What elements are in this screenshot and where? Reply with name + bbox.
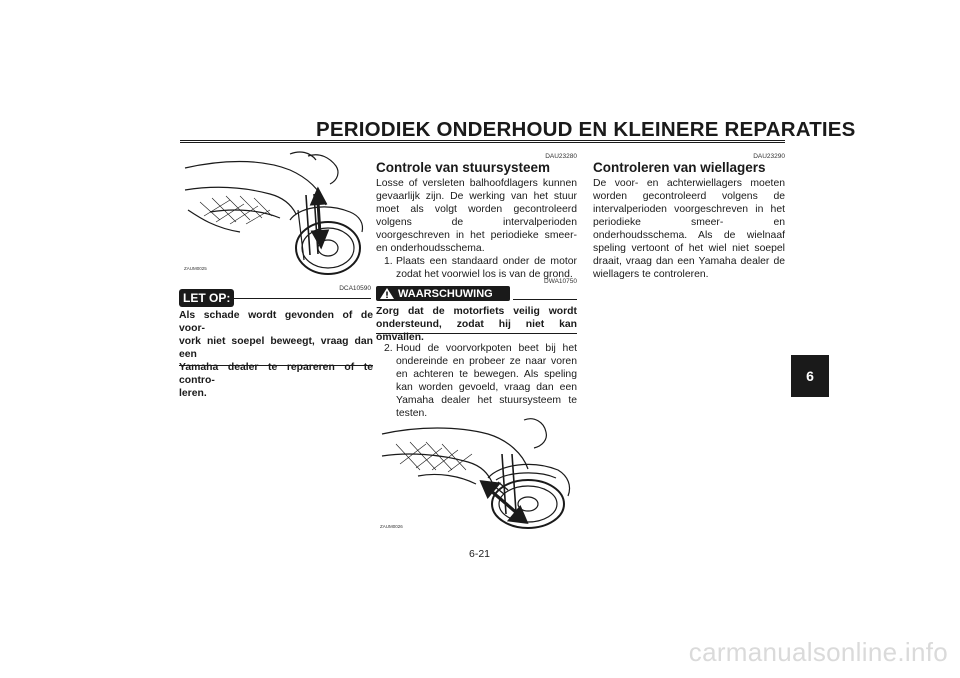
caution-line-3: Yamaha dealer te repareren of te contro- <box>179 362 373 386</box>
steering-intro-text: Losse of versleten balhoofdlagers kunnen gevaarlijk zijn. De werking van het stuur moet als volgt worden gecontroleerd volgens de intervalperioden voorgeschreven in het periodieke smeer- en onderhoudsschema. <box>376 178 577 254</box>
wheel-bearing-section-code: DAU23290 <box>753 153 785 160</box>
warning-triangle-icon <box>376 286 398 301</box>
caution-code: DCA10590 <box>339 285 371 292</box>
watermark-text: carmanualsonline.info <box>688 637 948 667</box>
warning-label: WAARSCHUWING <box>398 287 493 300</box>
steering-section-title: Controle van stuursysteem <box>376 160 551 175</box>
fork-rocking-illustration <box>378 414 578 532</box>
header-divider <box>180 140 785 143</box>
steering-section-code: DAU23280 <box>545 153 577 160</box>
caution-text <box>179 309 373 400</box>
figure-label-1: ZAUM0025 <box>184 266 207 271</box>
warning-text: Zorg dat de motorfiets veilig wordt ondersteund, zodat hij niet kan omvallen. <box>376 306 577 343</box>
wheel-bearing-text: De voor- en achterwiellagers moeten worden gecontroleerd volgens de intervalperioden voorgeschreven in het periodieke smeer- en onderhoudsschema. Als de wielnaaf speling vertoont of het wiel niet soepel draait, vraag dan een Yamaha dealer de wiellagers te controleren. <box>593 178 785 280</box>
wheel-bearing-section-title: Controleren van wiellagers <box>593 160 766 175</box>
chapter-tab-label: 6 <box>806 368 814 384</box>
caution-line-2: vork niet soepel beweegt, vraag dan een <box>179 336 373 360</box>
caution-label: LET OP: <box>179 289 234 307</box>
steering-step1-number: 1. <box>384 256 393 267</box>
chapter-tab <box>791 355 829 397</box>
caution-top-rule <box>234 298 371 299</box>
warning-bottom-rule <box>376 333 577 334</box>
caution-line-4: leren. <box>179 388 207 399</box>
caution-bottom-rule <box>179 365 373 366</box>
warning-top-rule <box>513 299 577 300</box>
steering-step1-text: Plaats een standaard onder de motor zodat het voorwiel los is van de grond. <box>396 256 577 280</box>
steering-step2-text: Houd de voorvorkpoten beet bij het ondereinde en probeer ze naar voren en achteren te bewegen. Als speling kan worden gevoeld, vraag dan een Yamaha dealer het stuursysteem te testen. <box>396 343 577 419</box>
page-number: 6-21 <box>469 548 491 560</box>
figure-label-2: ZAUM0026 <box>380 524 403 529</box>
caution-line-1: Als schade wordt gevonden of de voor- <box>179 310 373 334</box>
page-header-title: PERIODIEK ONDERHOUD EN KLEINERE REPARATIES <box>316 118 856 141</box>
front-fork-illustration <box>180 150 375 278</box>
warning-code: DWA10750 <box>544 278 577 285</box>
steering-step2-number: 2. <box>384 343 393 354</box>
warning-badge <box>376 286 510 301</box>
